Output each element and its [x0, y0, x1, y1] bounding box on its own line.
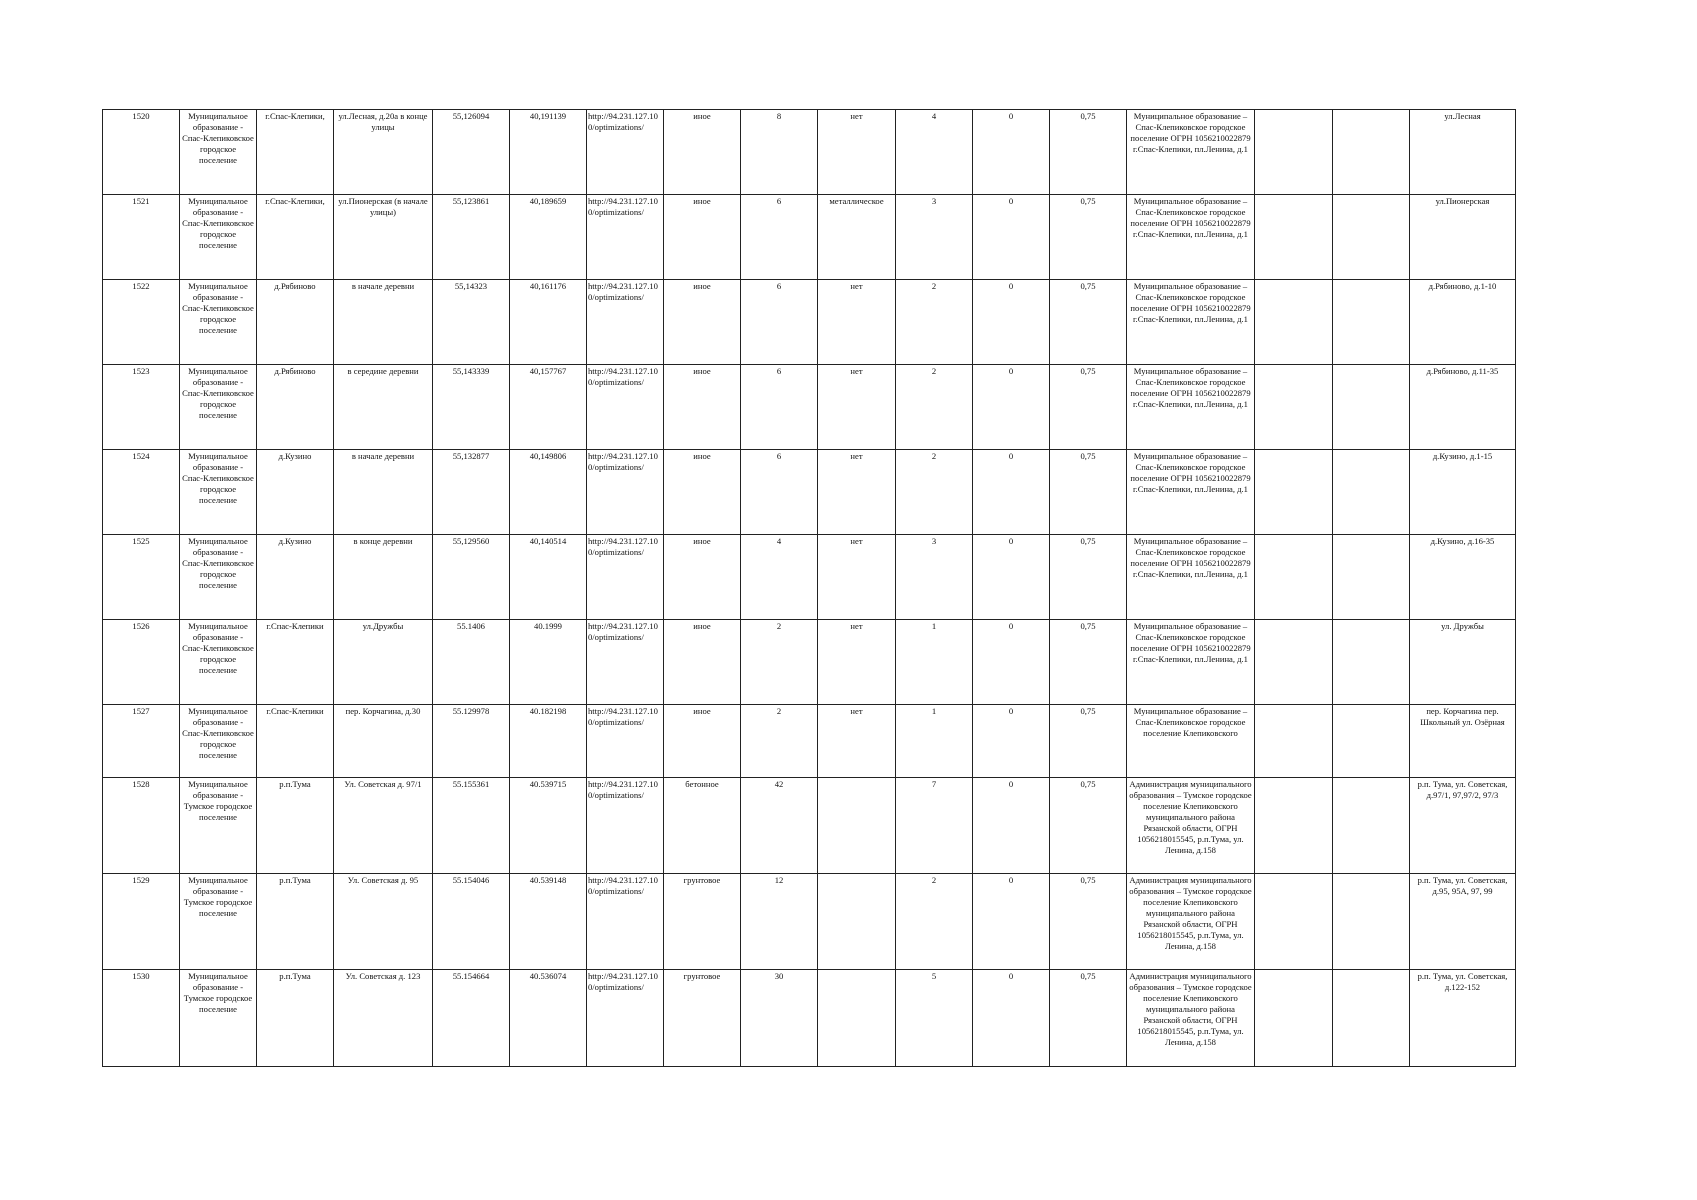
area: 6: [741, 280, 818, 365]
kgm-count: 0: [973, 705, 1050, 778]
waste-sources: ул. Дружбы: [1410, 620, 1516, 705]
table-row: [103, 535, 1516, 620]
municipal-entity: Муниципальное образование - Тумское городское поселение: [180, 874, 257, 970]
empty-cell: [1333, 778, 1410, 874]
empty-cell: [1255, 280, 1333, 365]
owner-info: Муниципальное образование – Спас-Клепиковское городское поселение ОГРН 1056210022879 г.Спас-Клепики, пл.Ленина, д.1: [1127, 620, 1255, 705]
address: Ул. Советская д. 123: [334, 970, 433, 1067]
waste-sources: пер. Корчагина пер. Школьный ул. Озёрная: [1410, 705, 1516, 778]
latitude: 55.1406: [433, 620, 510, 705]
empty-cell: [1255, 110, 1333, 195]
surface-type: иное: [664, 620, 741, 705]
locality: р.п.Тума: [257, 778, 334, 874]
map-link: http://94.231.127.100/optimizations/: [587, 874, 664, 970]
kgm-count: 0: [973, 535, 1050, 620]
row-number: 1522: [103, 280, 180, 365]
map-link: http://94.231.127.100/optimizations/: [587, 365, 664, 450]
empty-cell: [1255, 705, 1333, 778]
address: пер. Корчагина, д.30: [334, 705, 433, 778]
map-link: http://94.231.127.100/optimizations/: [587, 450, 664, 535]
table-row: [103, 195, 1516, 280]
waste-sources: д.Рябиново, д.11-35: [1410, 365, 1516, 450]
container-count: 1: [896, 620, 973, 705]
locality: д.Рябиновo: [257, 280, 334, 365]
table-row: [103, 705, 1516, 778]
locality: г.Спас-Клепики: [257, 620, 334, 705]
fence-type: нет: [818, 110, 896, 195]
fence-type: нет: [818, 365, 896, 450]
container-volume: 0,75: [1050, 970, 1127, 1067]
table-row: [103, 450, 1516, 535]
area: 8: [741, 110, 818, 195]
area: 30: [741, 970, 818, 1067]
kgm-count: 0: [973, 365, 1050, 450]
owner-info: Администрация муниципального образования – Тумское городское поселение Клепиковского муниципального района Рязанской области, ОГРН 1056218015545, р.п.Тума, ул. Ленина, д.158: [1127, 778, 1255, 874]
surface-type: грунтовое: [664, 874, 741, 970]
container-count: 3: [896, 535, 973, 620]
surface-type: иное: [664, 450, 741, 535]
longitude: 40,189659: [510, 195, 587, 280]
locality: г.Спас-Клепики,: [257, 110, 334, 195]
area: 2: [741, 705, 818, 778]
empty-cell: [1333, 280, 1410, 365]
container-count: 5: [896, 970, 973, 1067]
surface-type: иное: [664, 195, 741, 280]
municipal-entity: Муниципальное образование - Тумское городское поселение: [180, 778, 257, 874]
owner-info: Муниципальное образование – Спас-Клепиковское городское поселение ОГРН 1056210022879 г.Спас-Клепики, пл.Ленина, д.1: [1127, 280, 1255, 365]
municipal-entity: Муниципальное образование - Спас-Клепиковское городское поселение: [180, 110, 257, 195]
surface-type: иное: [664, 110, 741, 195]
row-number: 1528: [103, 778, 180, 874]
map-link: http://94.231.127.100/optimizations/: [587, 280, 664, 365]
registry-table: [102, 109, 1516, 1067]
container-count: 2: [896, 365, 973, 450]
fence-type: нет: [818, 280, 896, 365]
map-link: http://94.231.127.100/optimizations/: [587, 778, 664, 874]
waste-sources: р.п. Тума, ул. Советская, д.95, 95А, 97, 99: [1410, 874, 1516, 970]
municipal-entity: Муниципальное образование - Спас-Клепиковское городское поселение: [180, 705, 257, 778]
table-row: [103, 970, 1516, 1067]
longitude: 40.1999: [510, 620, 587, 705]
row-number: 1530: [103, 970, 180, 1067]
container-count: 1: [896, 705, 973, 778]
municipal-entity: Муниципальное образование - Тумское городское поселение: [180, 970, 257, 1067]
empty-cell: [1333, 620, 1410, 705]
map-link: http://94.231.127.100/optimizations/: [587, 620, 664, 705]
empty-cell: [1255, 195, 1333, 280]
empty-cell: [1255, 535, 1333, 620]
kgm-count: 0: [973, 195, 1050, 280]
latitude: 55,129560: [433, 535, 510, 620]
latitude: 55.155361: [433, 778, 510, 874]
area: 2: [741, 620, 818, 705]
locality: д.Рябиново: [257, 365, 334, 450]
container-volume: 0,75: [1050, 620, 1127, 705]
fence-type: нет: [818, 620, 896, 705]
address: ул.Пионерская (в начале улицы): [334, 195, 433, 280]
municipal-entity: Муниципальное образование - Спас-Клепиковское городское поселение: [180, 620, 257, 705]
address: в конце деревни: [334, 535, 433, 620]
empty-cell: [1255, 874, 1333, 970]
owner-info: Администрация муниципального образования – Тумское городское поселение Клепиковского муниципального района Рязанской области, ОГРН 1056218015545, р.п.Тума, ул. Ленина, д.158: [1127, 874, 1255, 970]
container-count: 2: [896, 450, 973, 535]
map-link: http://94.231.127.100/optimizations/: [587, 705, 664, 778]
locality: р.п.Тума: [257, 874, 334, 970]
latitude: 55,143339: [433, 365, 510, 450]
map-link: http://94.231.127.100/optimizations/: [587, 535, 664, 620]
container-volume: 0,75: [1050, 280, 1127, 365]
longitude: 40,191139: [510, 110, 587, 195]
locality: р.п.Тума: [257, 970, 334, 1067]
kgm-count: 0: [973, 778, 1050, 874]
address: в середине деревни: [334, 365, 433, 450]
row-number: 1523: [103, 365, 180, 450]
waste-sources: д.Кузино, д.16-35: [1410, 535, 1516, 620]
container-volume: 0,75: [1050, 195, 1127, 280]
table-row: [103, 110, 1516, 195]
municipal-entity: Муниципальное образование - Спас-Клепиковское городское поселение: [180, 365, 257, 450]
empty-cell: [1333, 365, 1410, 450]
fence-type: [818, 874, 896, 970]
longitude: 40,157767: [510, 365, 587, 450]
municipal-entity: Муниципальное образование - Спас-Клепиковское городское поселение: [180, 280, 257, 365]
container-volume: 0,75: [1050, 778, 1127, 874]
longitude: 40,140514: [510, 535, 587, 620]
surface-type: иное: [664, 280, 741, 365]
address: ул.Лесная, д.20а в конце улицы: [334, 110, 433, 195]
row-number: 1527: [103, 705, 180, 778]
container-count: 2: [896, 280, 973, 365]
longitude: 40.182198: [510, 705, 587, 778]
waste-sources: д.Рябиново, д.1-10: [1410, 280, 1516, 365]
latitude: 55,14323: [433, 280, 510, 365]
owner-info: Муниципальное образование – Спас-Клепиковское городское поселение Клепиковского: [1127, 705, 1255, 778]
map-link: http://94.231.127.100/optimizations/: [587, 195, 664, 280]
empty-cell: [1255, 970, 1333, 1067]
surface-type: иное: [664, 705, 741, 778]
kgm-count: 0: [973, 450, 1050, 535]
municipal-entity: Муниципальное образование - Спас-Клепиковское городское поселение: [180, 535, 257, 620]
fence-type: нет: [818, 450, 896, 535]
owner-info: Администрация муниципального образования – Тумское городское поселение Клепиковского муниципального района Рязанской области, ОГРН 1056218015545, р.п.Тума, ул. Ленина, д.158: [1127, 970, 1255, 1067]
container-volume: 0,75: [1050, 450, 1127, 535]
latitude: 55,126094: [433, 110, 510, 195]
row-number: 1520: [103, 110, 180, 195]
fence-type: металлическое: [818, 195, 896, 280]
locality: д.Кузино: [257, 535, 334, 620]
row-number: 1529: [103, 874, 180, 970]
table-row: [103, 874, 1516, 970]
container-count: 3: [896, 195, 973, 280]
container-volume: 0,75: [1050, 365, 1127, 450]
latitude: 55,123861: [433, 195, 510, 280]
municipal-entity: Муниципальное образование - Спас-Клепиковское городское поселение: [180, 195, 257, 280]
owner-info: Муниципальное образование – Спас-Клепиковское городское поселение ОГРН 1056210022879 г.Спас-Клепики, пл.Ленина, д.1: [1127, 535, 1255, 620]
longitude: 40,149806: [510, 450, 587, 535]
longitude: 40.539148: [510, 874, 587, 970]
empty-cell: [1333, 110, 1410, 195]
fence-type: [818, 778, 896, 874]
longitude: 40.536074: [510, 970, 587, 1067]
empty-cell: [1255, 778, 1333, 874]
latitude: 55.154664: [433, 970, 510, 1067]
area: 12: [741, 874, 818, 970]
table-row: [103, 365, 1516, 450]
container-volume: 0,75: [1050, 705, 1127, 778]
fence-type: нет: [818, 535, 896, 620]
container-count: 4: [896, 110, 973, 195]
surface-type: иное: [664, 535, 741, 620]
row-number: 1521: [103, 195, 180, 280]
owner-info: Муниципальное образование – Спас-Клепиковское городское поселение ОГРН 1056210022879 г.Спас-Клепики, пл.Ленина, д.1: [1127, 450, 1255, 535]
locality: д.Кузино: [257, 450, 334, 535]
surface-type: бетонное: [664, 778, 741, 874]
address: в начале деревни: [334, 280, 433, 365]
row-number: 1526: [103, 620, 180, 705]
area: 42: [741, 778, 818, 874]
address: Ул. Советская д. 97/1: [334, 778, 433, 874]
address: ул.Дружбы: [334, 620, 433, 705]
fence-type: нет: [818, 705, 896, 778]
waste-sources: д.Кузино, д.1-15: [1410, 450, 1516, 535]
empty-cell: [1333, 874, 1410, 970]
empty-cell: [1333, 535, 1410, 620]
registry-table-body: [103, 110, 1516, 1067]
waste-sources: ул.Пионерская: [1410, 195, 1516, 280]
table-row: [103, 620, 1516, 705]
row-number: 1525: [103, 535, 180, 620]
container-count: 2: [896, 874, 973, 970]
longitude: 40.539715: [510, 778, 587, 874]
kgm-count: 0: [973, 874, 1050, 970]
latitude: 55,132877: [433, 450, 510, 535]
latitude: 55.129978: [433, 705, 510, 778]
empty-cell: [1333, 450, 1410, 535]
kgm-count: 0: [973, 970, 1050, 1067]
empty-cell: [1255, 620, 1333, 705]
kgm-count: 0: [973, 280, 1050, 365]
locality: г.Спас-Клепики,: [257, 195, 334, 280]
area: 4: [741, 535, 818, 620]
area: 6: [741, 450, 818, 535]
fence-type: [818, 970, 896, 1067]
owner-info: Муниципальное образование – Спас-Клепиковское городское поселение ОГРН 1056210022879 г.Спас-Клепики, пл.Ленина, д.1: [1127, 365, 1255, 450]
table-row: [103, 280, 1516, 365]
latitude: 55.154046: [433, 874, 510, 970]
surface-type: грунтовое: [664, 970, 741, 1067]
surface-type: иное: [664, 365, 741, 450]
container-volume: 0,75: [1050, 535, 1127, 620]
empty-cell: [1333, 970, 1410, 1067]
waste-sources: р.п. Тума, ул. Советская, д.97/1, 97,97/2, 97/3: [1410, 778, 1516, 874]
area: 6: [741, 195, 818, 280]
waste-sources: ул.Лесная: [1410, 110, 1516, 195]
map-link: http://94.231.127.100/optimizations/: [587, 970, 664, 1067]
container-count: 7: [896, 778, 973, 874]
empty-cell: [1255, 450, 1333, 535]
table-row: [103, 778, 1516, 874]
locality: г.Спас-Клепики: [257, 705, 334, 778]
owner-info: Муниципальное образование – Спас-Клепиковское городское поселение ОГРН 1056210022879 г.Спас-Клепики, пл.Ленина, д.1: [1127, 195, 1255, 280]
owner-info: Муниципальное образование – Спас-Клепиковское городское поселение ОГРН 1056210022879 г.Спас-Клепики, пл.Ленина, д.1: [1127, 110, 1255, 195]
container-volume: 0,75: [1050, 110, 1127, 195]
map-link: http://94.231.127.100/optimizations/: [587, 110, 664, 195]
empty-cell: [1333, 195, 1410, 280]
waste-sources: р.п. Тума, ул. Советская, д.122-152: [1410, 970, 1516, 1067]
municipal-entity: Муниципальное образование - Спас-Клепиковское городское поселение: [180, 450, 257, 535]
empty-cell: [1255, 365, 1333, 450]
area: 6: [741, 365, 818, 450]
kgm-count: 0: [973, 110, 1050, 195]
kgm-count: 0: [973, 620, 1050, 705]
empty-cell: [1333, 705, 1410, 778]
address: Ул. Советская д. 95: [334, 874, 433, 970]
longitude: 40,161176: [510, 280, 587, 365]
row-number: 1524: [103, 450, 180, 535]
address: в начале деревни: [334, 450, 433, 535]
container-volume: 0,75: [1050, 874, 1127, 970]
